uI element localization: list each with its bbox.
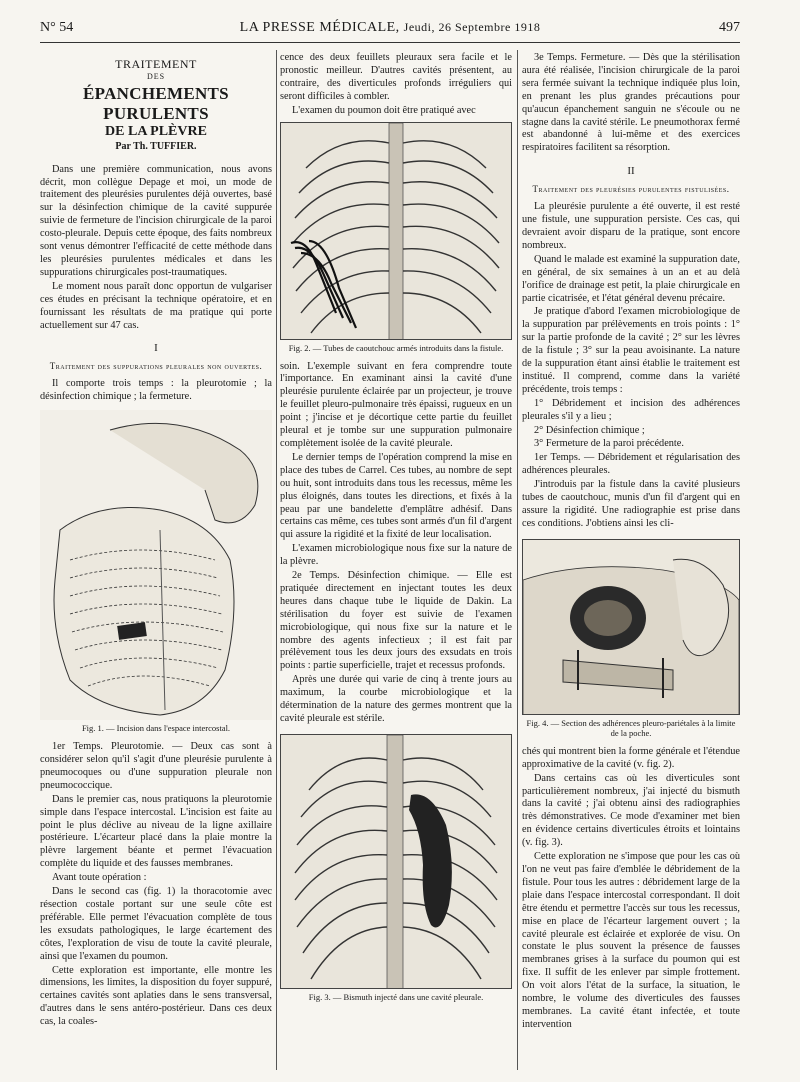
ribcage-tubes-drawing bbox=[281, 123, 511, 340]
paragraph: Après une durée qui varie de cinq à trente jours au maximum, la courbe microbiologique et la détermination de la nature des germes montrent que la cavité pleurale est stérile. bbox=[280, 674, 512, 724]
paragraph: 2e Temps. Désinfection chimique. — Elle est pratiquée directement en injectant toutes les deux heures dans chaque tube le liquide de Dakin. La stérilisation du foyer est suivie de l'examen microbiologique, qui nous fixe sur la nature et le nombre des agents infectieux ; il est fait par prélèvement tous les deux jours des exsudats en trois points : partie superficielle, trajet et recessus profonds. bbox=[280, 570, 512, 672]
page-header bbox=[40, 20, 740, 42]
figure-4-illustration bbox=[522, 539, 740, 715]
issue-number: N° 54 bbox=[40, 20, 74, 35]
incision-drawing bbox=[40, 410, 272, 720]
article-title-main: ÉPANCHEMENTS PURULENTS bbox=[83, 83, 229, 123]
journal-title: LA PRESSE MÉDICALE, Jeudi, 26 Septembre 1918 bbox=[239, 20, 541, 35]
paragraph: Avant toute opération : bbox=[52, 872, 147, 884]
section-number: I bbox=[154, 342, 158, 355]
column-2 bbox=[280, 52, 512, 1010]
paragraph: Dans certains cas où les diverticules sont particulièrement nombreux, j'ai injecté du bismuth dans la cavité ; j'ai obtenu ainsi des radiographies très démonstratives. Ce mode d'examiner met bien en évidence certains diverticules étroits et lointains (v. fig. 3). bbox=[522, 772, 740, 849]
paragraph: Cette exploration est importante, elle montre les dimensions, les limites, la disposition du foyer suppuré, certaines cavités sont aplaties dans le sens transversal, d'autres dans le sens antéro-postérieur. Dans ces deux cas, la coales- bbox=[40, 964, 272, 1028]
paragraph: Quand le malade est examiné la suppuration date, en général, de six semaines à un an et au delà l'orifice de drainage est petit, la plaie chirurgicale en partie cicatrisée, et l'état général devenu précaire. bbox=[522, 253, 740, 304]
column-divider bbox=[517, 50, 518, 1070]
column-divider bbox=[276, 50, 277, 1070]
figure-1-caption: Fig. 1. — Incision dans l'espace intercostal. bbox=[81, 723, 231, 734]
paragraph: Dans le premier cas, nous pratiquons la pleurotomie simple dans l'espace intercostal. L'incision est faite au point le plus déclive au niveau de la ligne axillaire postérieure. L'écarteur placé dans la plaie montre la plèvre largement béante et permet l'évacuation complète du liquide et des fausses membranes. bbox=[40, 793, 272, 870]
paragraph: chés qui montrent bien la forme générale et l'étendue approximative de la cavité (v. fig. 2). bbox=[522, 745, 740, 770]
page-number: 497 bbox=[719, 20, 740, 35]
ribcage-bismuth-drawing bbox=[281, 735, 511, 989]
list-item: 3° Fermeture de la paroi précédente. bbox=[534, 438, 684, 450]
paragraph: Le moment nous paraît donc opportun de vulgariser ces études en précisant la technique opératoire, et en fournissant les résultats de ma pratique qui porte actuellement sur 47 cas. bbox=[40, 280, 272, 331]
article-title-sub: DE LA PLÈVRE bbox=[105, 123, 207, 139]
paragraph: L'examen microbiologique nous fixe sur la nature de la plèvre. bbox=[280, 543, 512, 568]
paragraph: Je pratique d'abord l'examen microbiologique de la suppuration par prélèvements en trois points : 1° sur la partie profonde de la cavité ; 2° sur les lèvres de la fistule ; 3° sur la peau avoisinante. La nature de la suppuration étant ainsi établie le traitement est institué. Il comprend, comme dans la variété précédente, trois temps : bbox=[522, 306, 740, 395]
paragraph: soin. L'exemple suivant en fera comprendre toute l'importance. En examinant ainsi la cavité d'une pleurésie purulente éclairée par un projecteur, je trouve le feuillet pleuro-pulmonaire très épaissi, rugueux en un point ; j'incise et je décortique cette partie du feuillet pleural et je tombe sur une suppuration pulmonaire complètement isolée de la cavité pleurale. bbox=[280, 360, 512, 449]
figure-2-caption: Fig. 2. — Tubes de caoutchouc armés introduits dans la fistule. bbox=[288, 342, 504, 353]
column-3 bbox=[522, 52, 740, 1033]
paragraph: L'examen du poumon doit être pratiqué avec bbox=[292, 104, 476, 116]
paragraph: J'introduis par la fistule dans la cavité plusieurs tubes de caoutchouc, munis d'un fil d'argent qui en assure la rigidité. Une radiographie est prise dans ces conditions. J'obtiens ainsi les cli- bbox=[522, 479, 740, 529]
paragraph: La pleurésie purulente a été ouverte, il est resté une fistule, une suppuration persiste. Ces cas, qui devraient avoir disparu de la pratique, sont encore nombreux. bbox=[522, 201, 740, 251]
list-item: 2° Désinfection chimique ; bbox=[534, 424, 645, 436]
article-title-line1: TRAITEMENT bbox=[115, 57, 197, 71]
paragraph: 3e Temps. Fermeture. — Dès que la stérilisation aura été réalisée, l'incision chirurgicale de la paroi sera fermée suivant la technique indiquée plus loin, en prenant les plus grandes précautions pour qu'aucun épanchement sanguin ne s'écoule ou ne stagne dans la cavité stérile. Le pneumothorax fermé est abandonné à lui-même et des exercices respiratoires facilitent sa résorption. bbox=[522, 52, 740, 154]
figure-4-caption: Fig. 4. — Section des adhérences pleuro-pariétales à la limite de la poche. bbox=[526, 717, 736, 738]
list-item: 1° Débridement et incision des adhérences pleurales s'il y a lieu ; bbox=[522, 397, 740, 422]
paragraph: cence des deux feuillets pleuraux sera facile et le pronostic meilleur. D'autres cavités présentent, au contraire, des diverticules profonds irréguliers qui seront difficiles à combler. bbox=[280, 52, 512, 102]
figure-2-radiograph bbox=[280, 122, 512, 340]
paragraph: Cette exploration ne s'impose que pour les cas où l'on ne veut pas faire d'emblée le débridement de la fistule. Pour tous les autres : débridement large de la plaie dans l'espace intercostal correspondant. Il doit être étendu et permettre l'accès sur tous les recessus, mise en place de l'écarteur largement ouvert ; la cavité pleurale est éclairée et explorée de visu. On constate le plus souvent la présence de fausses membranes grises à la surface du poumon qui est fixe. Il suffit de les enlever par simple frottement. On voit alors l'état de la surface, la situation, le nombre, le volume des diverticules des fausses membranes. La cavité étant infectée, et toute intervention bbox=[522, 851, 740, 1030]
paragraph: Il comporte trois temps : la pleurotomie ; la désinfection chimique ; la fermeture. bbox=[40, 378, 272, 403]
section-number: II bbox=[627, 165, 635, 178]
figure-1-illustration bbox=[40, 410, 272, 720]
paragraph: 1er Temps. — Débridement et régularisation des adhérences pleurales. bbox=[522, 452, 740, 477]
section-title: Traitement des suppurations pleurales non ouvertes. bbox=[49, 361, 263, 372]
figure-3-radiograph bbox=[280, 734, 512, 989]
article-author: Par Th. TUFFIER. bbox=[115, 140, 197, 152]
column-1 bbox=[40, 52, 272, 1030]
paragraph: Dans le second cas (fig. 1) la thoracotomie avec résection costale portant sur une seule côte est préférable. Elle permet l'évacuation complète de tous les exsudats pathologiques, le large écartement des côtes, l'exploration de visu de toute la cavité pleurale, ainsi que l'examen du poumon. bbox=[40, 886, 272, 962]
article-title-line2: DES bbox=[146, 71, 166, 81]
paragraph: Dans une première communication, nous avons décrit, mon collègue Depage et moi, un mode de traitement des pleurésies purulentes déjà ouvertes, basé sur la désinfection chimique de la cavité suppurée suivie de fermeture de l'incision chirurgicale de la paroi costo-pleurale. Depuis cette époque, des faits nombreux sont venus démontrer l'efficacité de cette méthode dans les pleurésies purulentes médicales et dans les suppurations chirurgicales post-traumatiques. bbox=[40, 163, 272, 278]
header-rule bbox=[40, 42, 740, 43]
adhesion-section-drawing bbox=[523, 540, 739, 715]
paragraph: 1er Temps. Pleurotomie. — Deux cas sont à considérer selon qu'il s'agit d'une pleurésie purulente à pneumocoques ou d'une suppuration pleurale non pneumococcique. bbox=[40, 741, 272, 791]
section-title: Traitement des pleurésies purulentes fistulisées. bbox=[532, 184, 730, 195]
paragraph: Le dernier temps de l'opération comprend la mise en place des tubes de Carrel. Ces tubes, au nombre de sept ou huit, sont introduits dans tous les recessus, même les plus éloignés, dans toutes les directions, et fixés à la peau par une bandelette d'emplâtre adhésif. Dans certains cas même, ces tubes sont armés d'un fil d'argent qui assure la rigidité et la fixité de leur localisation. bbox=[280, 451, 512, 541]
figure-3-caption: Fig. 3. — Bismuth injecté dans une cavité pleurale. bbox=[308, 991, 484, 1002]
